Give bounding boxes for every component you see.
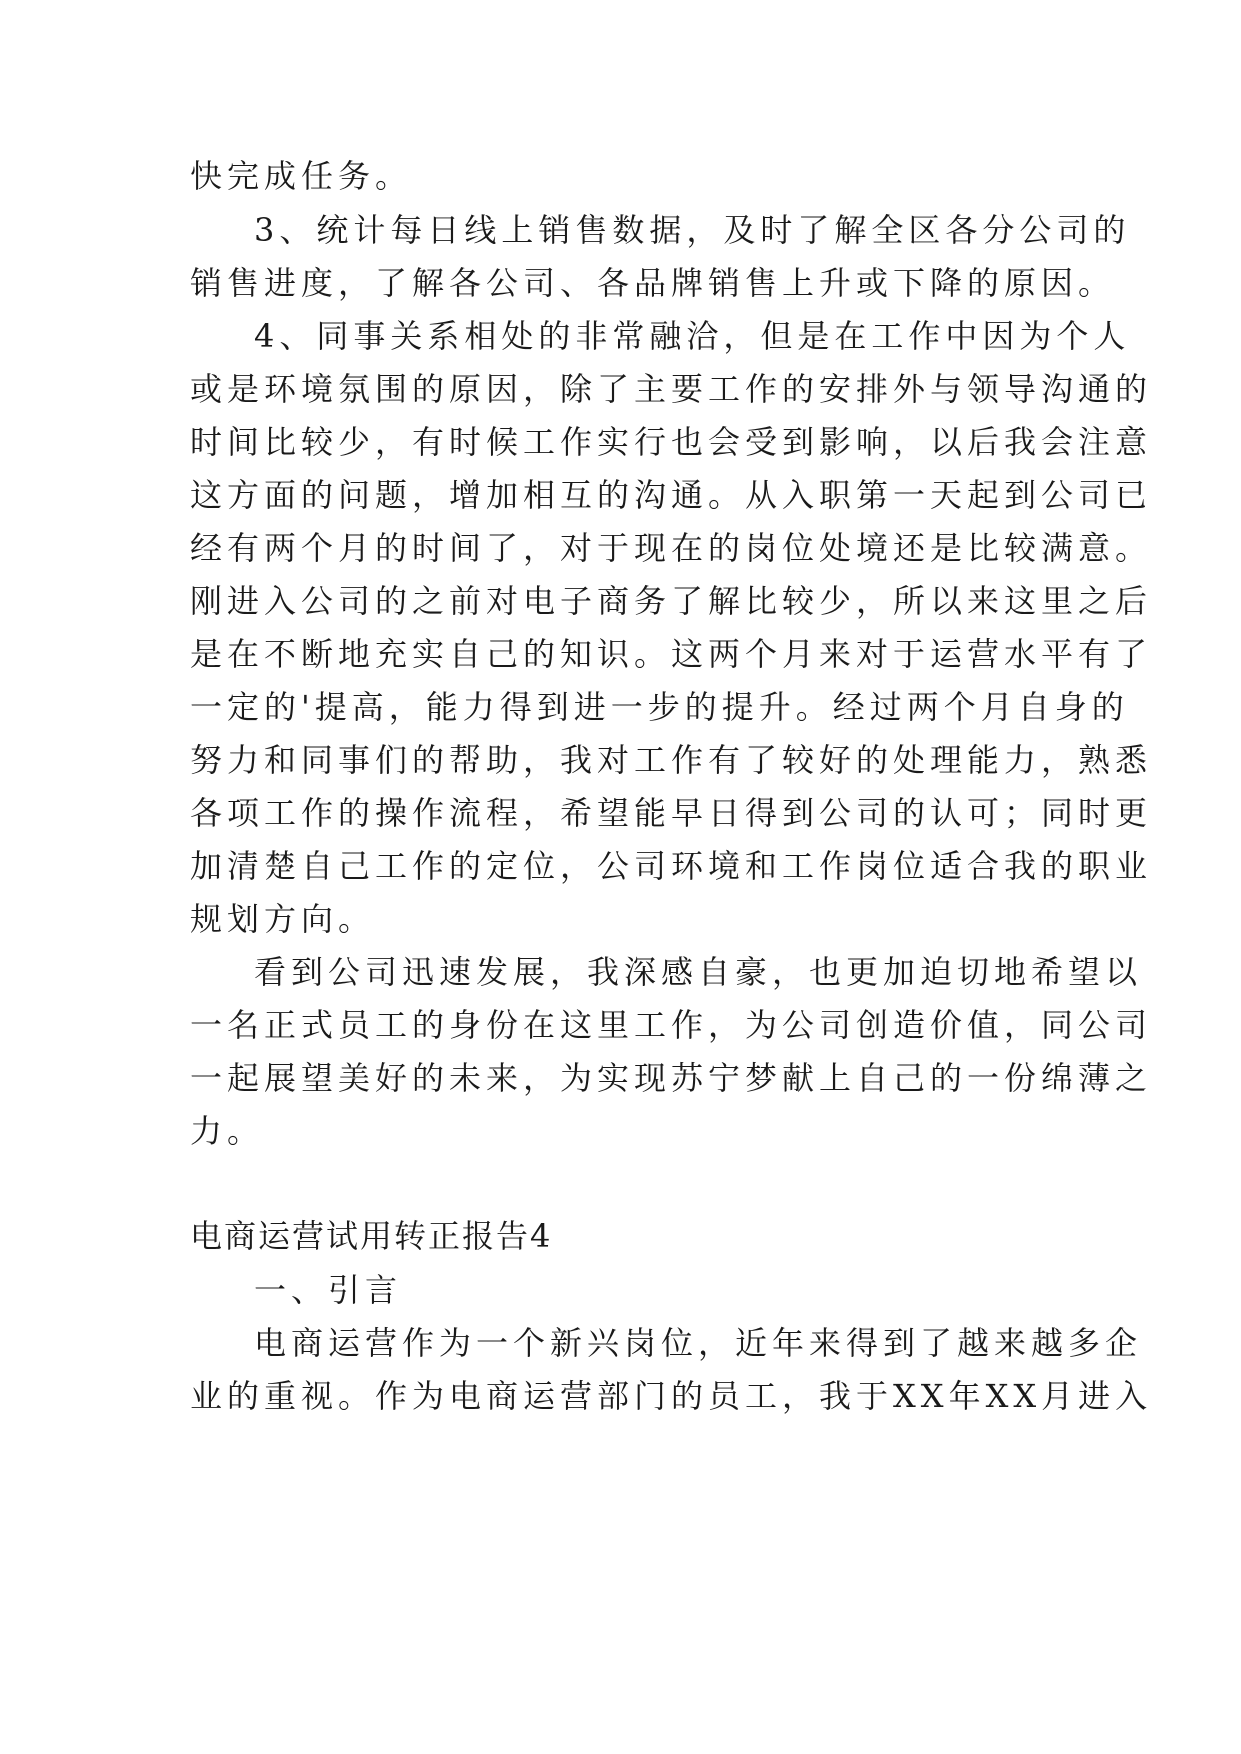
- paragraph-line: 这方面的问题，增加相互的沟通。从入职第一天起到公司已: [190, 476, 1153, 514]
- paragraph-line: 或是环境氛围的原因，除了主要工作的安排外与领导沟通的: [190, 370, 1153, 408]
- section-heading: 电商运营试用转正报告4: [190, 1217, 553, 1255]
- paragraph-line: 4、同事关系相处的非常融洽，但是在工作中因为个人: [254, 317, 1131, 355]
- paragraph-line: 电商运营作为一个新兴岗位，近年来得到了越来越多企: [254, 1324, 1143, 1362]
- paragraph-line: 3、统计每日线上销售数据，及时了解全区各分公司的: [254, 211, 1131, 249]
- paragraph-line: 一起展望美好的未来，为实现苏宁梦献上自己的一份绵薄之: [190, 1059, 1153, 1097]
- paragraph-line: 刚进入公司的之前对电子商务了解比较少，所以来这里之后: [190, 582, 1153, 620]
- paragraph-line: 一定的'提高，能力得到进一步的提升。经过两个月自身的: [190, 688, 1129, 726]
- subsection-heading: 一、引言: [254, 1271, 403, 1309]
- paragraph-line: 各项工作的操作流程，希望能早日得到公司的认可；同时更: [190, 794, 1153, 832]
- paragraph-line: 快完成任务。: [190, 157, 413, 195]
- paragraph-line: 业的重视。作为电商运营部门的员工，我于XX年XX月进入: [190, 1377, 1153, 1415]
- paragraph-line: 规划方向。: [190, 900, 376, 938]
- paragraph-line: 经有两个月的时间了，对于现在的岗位处境还是比较满意。: [190, 529, 1153, 567]
- paragraph-line: 销售进度，了解各公司、各品牌销售上升或下降的原因。: [190, 264, 1116, 302]
- paragraph-line: 看到公司迅速发展，我深感自豪，也更加迫切地希望以: [254, 953, 1143, 991]
- paragraph-line: 时间比较少，有时候工作实行也会受到影响，以后我会注意: [190, 423, 1153, 461]
- paragraph-line: 是在不断地充实自己的知识。这两个月来对于运营水平有了: [190, 635, 1153, 673]
- paragraph-line: 力。: [190, 1112, 265, 1150]
- paragraph-line: 一名正式员工的身份在这里工作，为公司创造价值，同公司: [190, 1006, 1153, 1044]
- paragraph-line: 努力和同事们的帮助，我对工作有了较好的处理能力，熟悉: [190, 741, 1153, 779]
- paragraph-line: 加清楚自己工作的定位，公司环境和工作岗位适合我的职业: [190, 847, 1153, 885]
